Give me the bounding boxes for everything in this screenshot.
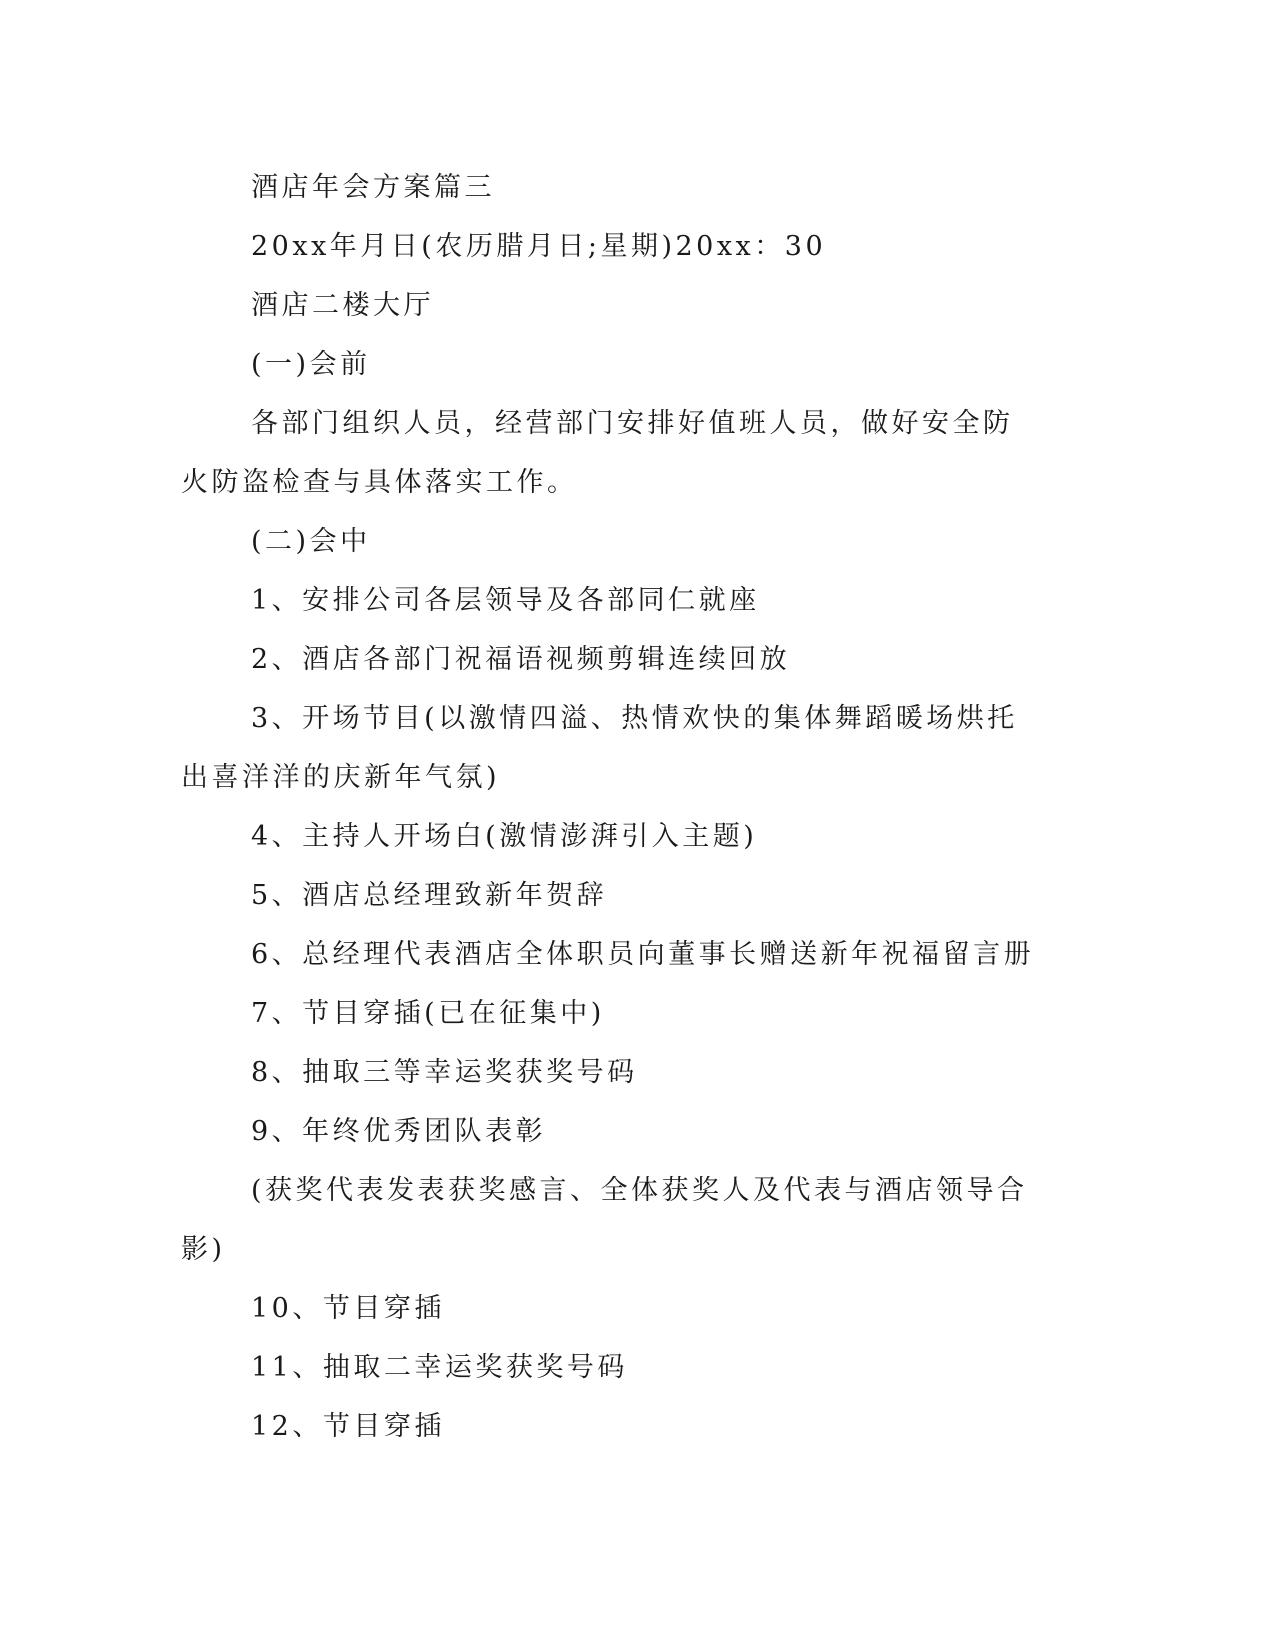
agenda-item: 3、开场节目(以激情四溢、热情欢快的集体舞蹈暖场烘托出喜洋洋的庆新年气氛) bbox=[181, 703, 1018, 793]
agenda-item: 6、总经理代表酒店全体职员向董事长赠送新年祝福留言册 bbox=[251, 939, 1035, 970]
agenda-item: 10、节目穿插 bbox=[251, 1293, 445, 1324]
document-body bbox=[181, 158, 1041, 1456]
section-title: 酒店年会方案篇三 bbox=[251, 172, 495, 203]
agenda-item: 11、抽取二幸运奖获奖号码 bbox=[251, 1352, 628, 1383]
agenda-note: (获奖代表发表获奖感言、全体获奖人及代表与酒店领导合影) bbox=[181, 1175, 1028, 1265]
agenda-item: 9、年终优秀团队表彰 bbox=[251, 1116, 547, 1147]
paragraph-preparation: 各部门组织人员，经营部门安排好值班人员，做好安全防火防盗检查与具体落实工作。 bbox=[181, 408, 1014, 498]
agenda-item: 12、节目穿插 bbox=[251, 1411, 445, 1442]
subsection-heading-before: (一)会前 bbox=[251, 349, 371, 380]
agenda-item: 4、主持人开场白(激情澎湃引入主题) bbox=[251, 821, 758, 852]
agenda-item: 2、酒店各部门祝福语视频剪辑连续回放 bbox=[251, 644, 791, 675]
agenda-item: 1、安排公司各层领导及各部同仁就座 bbox=[251, 585, 760, 616]
agenda-item: 8、抽取三等幸运奖获奖号码 bbox=[251, 1057, 638, 1088]
event-venue: 酒店二楼大厅 bbox=[251, 290, 434, 321]
agenda-item: 5、酒店总经理致新年贺辞 bbox=[251, 880, 608, 911]
subsection-heading-during: (二)会中 bbox=[251, 526, 371, 557]
event-date-time: 20xx年月日(农历腊月日;星期)20xx：30 bbox=[251, 231, 827, 262]
agenda-item: 7、节目穿插(已在征集中) bbox=[251, 998, 605, 1029]
